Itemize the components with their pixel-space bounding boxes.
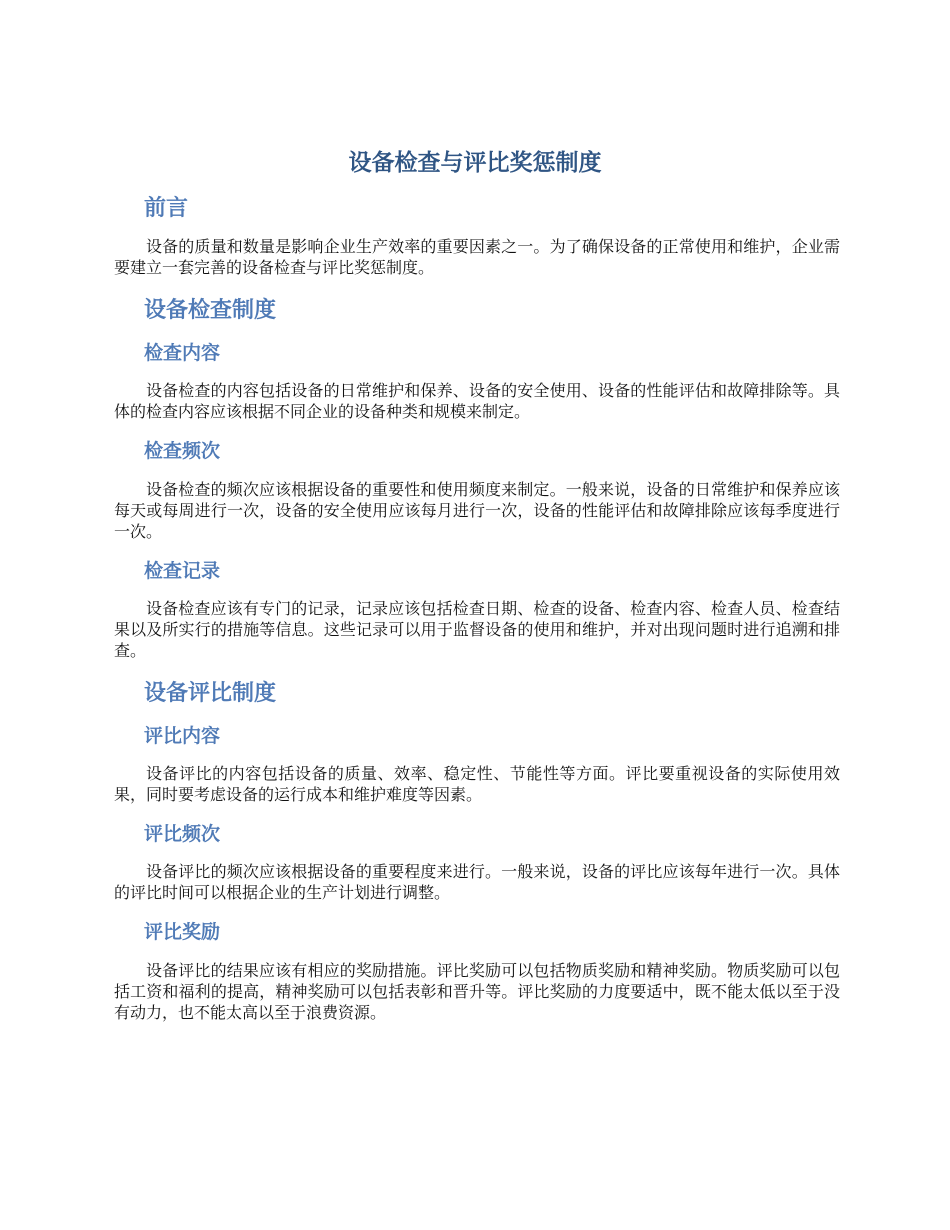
paragraph-evaluation-rewards: 设备评比的结果应该有相应的奖励措施。评比奖励可以包括物质奖励和精神奖励。物质奖励可以包括工资和福利的提高，精神奖励可以包括表彰和晋升等。评比奖励的力度要适中，既不能太低以至于没有动力，也不能太高以至于浪费资源。: [114, 961, 840, 1022]
subsection-heading-inspection-frequency: 检查频次: [144, 440, 221, 462]
section-heading-preface: 前言: [144, 196, 189, 221]
paragraph-inspection-records: 设备检查应该有专门的记录，记录应该包括检查日期、检查的设备、检查内容、检查人员、检查结果以及所实行的措施等信息。这些记录可以用于监督设备的使用和维护，并对出现问题时进行追溯和排查。: [114, 599, 840, 660]
subsection-heading-inspection-records: 检查记录: [144, 560, 221, 582]
section-heading-inspection-system: 设备检查制度: [144, 298, 277, 323]
subsection-heading-evaluation-content: 评比内容: [144, 725, 221, 747]
subsection-heading-evaluation-frequency: 评比频次: [144, 823, 221, 845]
paragraph-inspection-frequency: 设备检查的频次应该根据设备的重要性和使用频度来制定。一般来说，设备的日常维护和保养应该每天或每周进行一次，设备的安全使用应该每月进行一次，设备的性能评估和故障排除应该每季度进行一次。: [114, 480, 840, 541]
paragraph-evaluation-frequency: 设备评比的频次应该根据设备的重要程度来进行。一般来说，设备的评比应该每年进行一次。具体的评比时间可以根据企业的生产计划进行调整。: [114, 862, 840, 902]
subsection-heading-inspection-content: 检查内容: [144, 342, 221, 364]
subsection-heading-evaluation-rewards: 评比奖励: [144, 921, 221, 943]
paragraph-evaluation-content: 设备评比的内容包括设备的质量、效率、稳定性、节能性等方面。评比要重视设备的实际使用效果，同时要考虑设备的运行成本和维护难度等因素。: [114, 764, 840, 804]
section-heading-evaluation-system: 设备评比制度: [144, 681, 277, 706]
paragraph-preface: 设备的质量和数量是影响企业生产效率的重要因素之一。为了确保设备的正常使用和维护，企业需要建立一套完善的设备检查与评比奖惩制度。: [114, 237, 840, 277]
document-title: 设备检查与评比奖惩制度: [348, 150, 602, 176]
paragraph-inspection-content: 设备检查的内容包括设备的日常维护和保养、设备的安全使用、设备的性能评估和故障排除等。具体的检查内容应该根据不同企业的设备种类和规模来制定。: [114, 381, 840, 421]
